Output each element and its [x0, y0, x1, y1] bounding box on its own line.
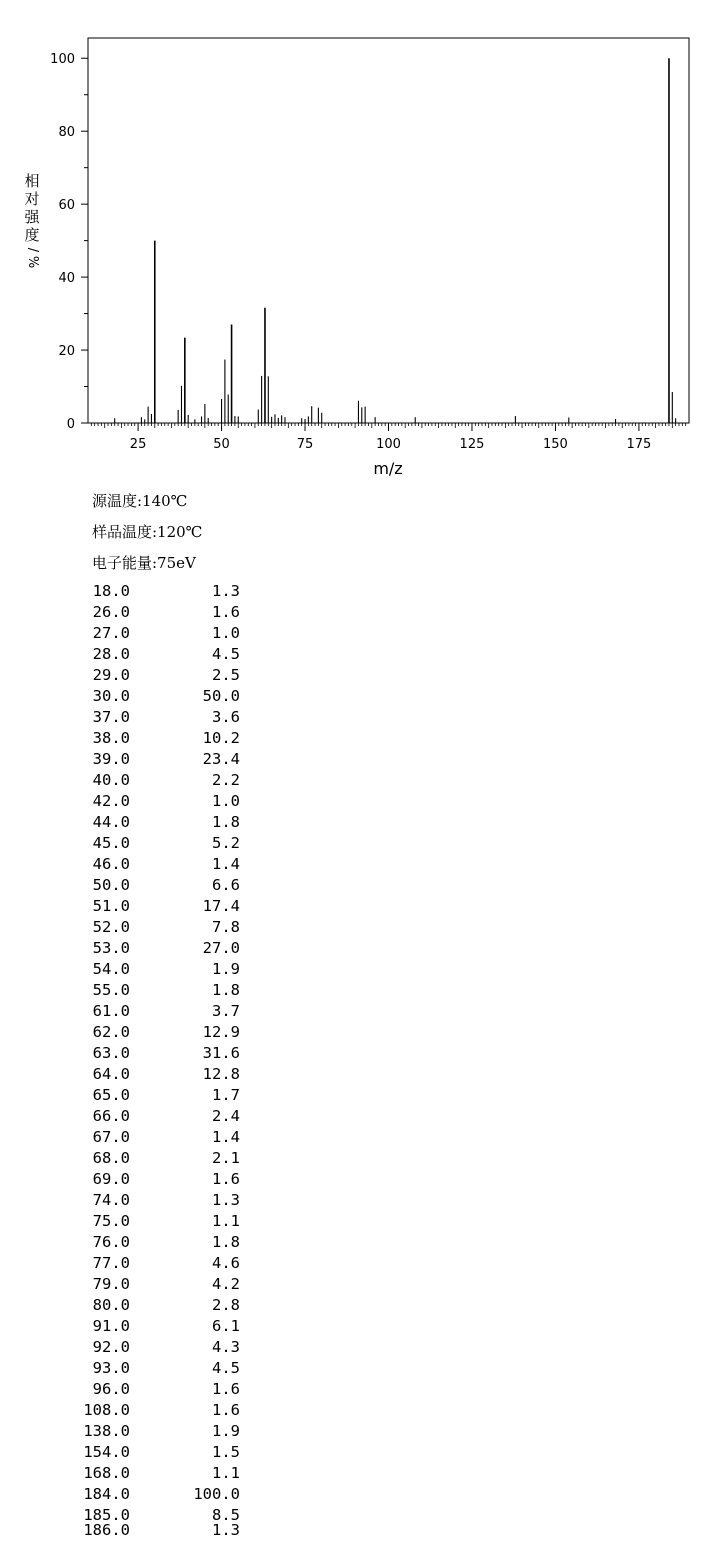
- mz-value: 18.0: [92, 582, 130, 600]
- relative-abundance: 1.7: [212, 1086, 240, 1104]
- relative-abundance: 1.4: [212, 855, 240, 873]
- relative-abundance: 1.9: [212, 960, 240, 978]
- mz-value: 46.0: [92, 855, 130, 873]
- relative-abundance: 1.0: [212, 792, 240, 810]
- mz-value: 108.0: [83, 1401, 130, 1419]
- mz-value: 93.0: [92, 1359, 130, 1377]
- mz-value: 42.0: [92, 792, 130, 810]
- relative-abundance: 12.8: [202, 1065, 240, 1083]
- mz-value: 39.0: [92, 750, 130, 768]
- y-axis-label: 相 对 强 度 / %: [24, 172, 40, 269]
- y-tick-label: 80: [58, 125, 75, 141]
- relative-abundance: 1.3: [212, 1521, 240, 1539]
- relative-abundance: 1.8: [212, 981, 240, 999]
- mz-value: 69.0: [92, 1170, 130, 1188]
- mz-value: 52.0: [92, 918, 130, 936]
- mz-value: 30.0: [92, 687, 130, 705]
- mz-value: 53.0: [92, 939, 130, 957]
- relative-abundance: 2.1: [212, 1149, 240, 1167]
- mz-value: 28.0: [92, 645, 130, 663]
- relative-abundance: 31.6: [202, 1044, 240, 1062]
- relative-abundance: 1.6: [212, 1401, 240, 1419]
- mz-value: 154.0: [83, 1443, 130, 1461]
- relative-abundance: 4.3: [212, 1338, 240, 1356]
- x-tick-label: 175: [626, 437, 652, 452]
- mz-value: 186.0: [83, 1521, 130, 1539]
- relative-abundance: 1.3: [212, 582, 240, 600]
- relative-abundance: 1.8: [212, 813, 240, 831]
- relative-abundance: 1.1: [212, 1212, 240, 1230]
- relative-abundance: 4.2: [212, 1275, 240, 1293]
- x-tick-label: 25: [129, 437, 147, 452]
- mz-value: 51.0: [92, 897, 130, 915]
- source-temperature: 源温度:140℃: [92, 492, 188, 510]
- x-axis-label: m/z: [373, 459, 403, 478]
- y-tick-label: 0: [66, 417, 75, 432]
- y-tick-label: 100: [50, 52, 75, 68]
- mz-value: 44.0: [92, 813, 130, 831]
- relative-abundance: 6.6: [212, 876, 240, 894]
- relative-abundance: 4.6: [212, 1254, 240, 1272]
- mz-value: 62.0: [92, 1023, 130, 1041]
- mz-value: 138.0: [83, 1422, 130, 1440]
- mz-value: 50.0: [92, 876, 130, 894]
- mz-value: 29.0: [92, 666, 130, 684]
- relative-abundance: 1.1: [212, 1464, 240, 1482]
- relative-abundance: 100.0: [193, 1485, 240, 1503]
- mz-value: 45.0: [92, 834, 130, 852]
- relative-abundance: 1.8: [212, 1233, 240, 1251]
- relative-abundance: 5.2: [212, 834, 240, 852]
- mz-value: 27.0: [92, 624, 130, 642]
- mz-value: 26.0: [92, 603, 130, 621]
- mz-value: 63.0: [92, 1044, 130, 1062]
- mz-value: 54.0: [92, 960, 130, 978]
- electron-energy: 电子能量:75eV: [92, 554, 196, 572]
- relative-abundance: 10.2: [202, 729, 240, 747]
- relative-abundance: 50.0: [202, 687, 240, 705]
- mz-value: 74.0: [92, 1191, 130, 1209]
- x-tick-label: 150: [543, 437, 568, 452]
- mz-value: 37.0: [92, 708, 130, 726]
- y-tick-label: 40: [58, 271, 75, 287]
- mz-value: 65.0: [92, 1086, 130, 1104]
- mz-value: 55.0: [92, 981, 130, 999]
- relative-abundance: 2.2: [212, 771, 240, 789]
- x-tick-label: 100: [376, 437, 401, 452]
- relative-abundance: 1.5: [212, 1443, 240, 1461]
- relative-abundance: 3.7: [212, 1002, 240, 1020]
- relative-abundance: 1.6: [212, 603, 240, 621]
- mz-value: 92.0: [92, 1338, 130, 1356]
- relative-abundance: 1.9: [212, 1422, 240, 1440]
- mz-value: 96.0: [92, 1380, 130, 1398]
- mz-value: 64.0: [92, 1065, 130, 1083]
- relative-abundance: 6.1: [212, 1317, 240, 1335]
- relative-abundance: 1.0: [212, 624, 240, 642]
- relative-abundance: 3.6: [212, 708, 240, 726]
- relative-abundance: 4.5: [212, 1359, 240, 1377]
- mz-value: 68.0: [92, 1149, 130, 1167]
- mz-value: 67.0: [92, 1128, 130, 1146]
- mz-value: 38.0: [92, 729, 130, 747]
- relative-abundance: 17.4: [202, 897, 240, 915]
- relative-abundance: 1.4: [212, 1128, 240, 1146]
- relative-abundance: 4.5: [212, 645, 240, 663]
- x-tick-label: 125: [459, 437, 485, 452]
- relative-abundance: 1.6: [212, 1170, 240, 1188]
- relative-abundance: 12.9: [202, 1023, 240, 1041]
- mass-spectrum-chart: [0, 0, 709, 485]
- relative-abundance: 2.4: [212, 1107, 240, 1125]
- relative-abundance: 23.4: [202, 750, 240, 768]
- mz-value: 91.0: [92, 1317, 130, 1335]
- mz-value: 40.0: [92, 771, 130, 789]
- x-tick-label: 75: [296, 437, 314, 452]
- relative-abundance: 8.5: [212, 1506, 240, 1524]
- plot-frame: [88, 38, 689, 423]
- relative-abundance: 2.8: [212, 1296, 240, 1314]
- y-tick-label: 60: [58, 198, 75, 214]
- relative-abundance: 2.5: [212, 666, 240, 684]
- mz-value: 80.0: [92, 1296, 130, 1314]
- mz-value: 79.0: [92, 1275, 130, 1293]
- mz-value: 184.0: [83, 1485, 130, 1503]
- relative-abundance: 1.6: [212, 1380, 240, 1398]
- mz-value: 61.0: [92, 1002, 130, 1020]
- mz-value: 77.0: [92, 1254, 130, 1272]
- mz-value: 66.0: [92, 1107, 130, 1125]
- y-tick-label: 20: [58, 344, 75, 360]
- relative-abundance: 27.0: [202, 939, 240, 957]
- x-tick-label: 50: [213, 437, 230, 452]
- relative-abundance: 7.8: [212, 918, 240, 936]
- relative-abundance: 1.3: [212, 1191, 240, 1209]
- mz-value: 75.0: [92, 1212, 130, 1230]
- mz-value: 168.0: [83, 1464, 130, 1482]
- sample-temperature: 样品温度:120℃: [92, 523, 203, 541]
- mz-value: 76.0: [92, 1233, 130, 1251]
- mz-value: 185.0: [83, 1506, 130, 1524]
